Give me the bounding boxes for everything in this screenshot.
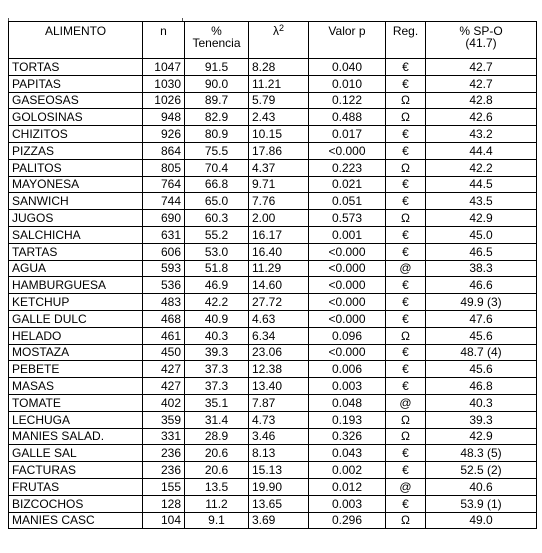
count-cell: 128 xyxy=(143,495,185,512)
count-cell: 450 xyxy=(143,344,185,361)
table-row xyxy=(9,126,537,143)
lambda-cell: 11.29 xyxy=(249,260,309,277)
header-alimento: ALIMENTO xyxy=(9,22,143,59)
sp-o-cell: 46.6 xyxy=(426,277,537,294)
sp-o-cell: 49.0 xyxy=(426,512,537,529)
food-name-cell: TARTAS xyxy=(9,243,143,260)
header-reg: Reg. xyxy=(386,22,426,59)
reg-symbol-cell: Ω xyxy=(386,411,426,428)
tenencia-cell: 31.4 xyxy=(185,411,249,428)
table-row xyxy=(9,478,537,495)
tenencia-cell: 28.9 xyxy=(185,428,249,445)
count-cell: 483 xyxy=(143,294,185,311)
table-row xyxy=(9,226,537,243)
table-row xyxy=(9,327,537,344)
food-name-cell: MANIES CASC xyxy=(9,512,143,529)
count-cell: 427 xyxy=(143,361,185,378)
food-name-cell: CHIZITOS xyxy=(9,126,143,143)
tenencia-cell: 60.3 xyxy=(185,210,249,227)
food-name-cell: JUGOS xyxy=(9,210,143,227)
header-lambda-squared: $\lambda^2$ xyxy=(249,22,309,59)
tenencia-cell: 90.0 xyxy=(185,75,249,92)
lambda-cell: 3.46 xyxy=(249,428,309,445)
food-name-cell: SANWICH xyxy=(9,193,143,210)
reg-symbol-cell: Ω xyxy=(386,159,426,176)
lambda-cell: 10.15 xyxy=(249,126,309,143)
p-value-cell: 0.010 xyxy=(309,75,386,92)
count-cell: 631 xyxy=(143,226,185,243)
lambda-cell: 13.40 xyxy=(249,378,309,395)
tenencia-cell: 89.7 xyxy=(185,92,249,109)
sp-o-cell: 39.3 xyxy=(426,411,537,428)
count-cell: 236 xyxy=(143,445,185,462)
reg-symbol-cell: @ xyxy=(386,478,426,495)
table-row xyxy=(9,294,537,311)
table-row xyxy=(9,277,537,294)
sp-o-cell: 45.6 xyxy=(426,327,537,344)
lambda-cell: 11.21 xyxy=(249,75,309,92)
tenencia-cell: 46.9 xyxy=(185,277,249,294)
p-value-cell: 0.003 xyxy=(309,378,386,395)
table-row xyxy=(9,495,537,512)
count-cell: 805 xyxy=(143,159,185,176)
sp-o-cell: 42.6 xyxy=(426,109,537,126)
food-name-cell: BIZCOCHOS xyxy=(9,495,143,512)
tenencia-cell: 37.3 xyxy=(185,378,249,395)
sp-o-cell: 44.5 xyxy=(426,176,537,193)
reg-symbol-cell: € xyxy=(386,226,426,243)
table-row xyxy=(9,75,537,92)
tenencia-cell: 20.6 xyxy=(185,462,249,479)
count-cell: 402 xyxy=(143,394,185,411)
lambda-cell: 2.43 xyxy=(249,109,309,126)
table-row xyxy=(9,445,537,462)
sp-o-cell: 45.6 xyxy=(426,361,537,378)
reg-symbol-cell: € xyxy=(386,445,426,462)
table-row xyxy=(9,462,537,479)
sp-o-cell: 40.3 xyxy=(426,394,537,411)
tenencia-cell: 13.5 xyxy=(185,478,249,495)
p-value-cell: 0.043 xyxy=(309,445,386,462)
count-cell: 1030 xyxy=(143,75,185,92)
lambda-cell: 4.37 xyxy=(249,159,309,176)
tenencia-cell: 37.3 xyxy=(185,361,249,378)
p-value-cell: 0.012 xyxy=(309,478,386,495)
table-row xyxy=(9,210,537,227)
sp-o-cell: 42.2 xyxy=(426,159,537,176)
header-sp-o: % SP-O (41.7) xyxy=(426,22,537,59)
sp-o-cell: 42.7 xyxy=(426,75,537,92)
p-value-cell: 0.096 xyxy=(309,327,386,344)
food-name-cell: TORTAS xyxy=(9,59,143,76)
tenencia-cell: 11.2 xyxy=(185,495,249,512)
reg-symbol-cell: € xyxy=(386,176,426,193)
p-value-cell: <0.000 xyxy=(309,294,386,311)
reg-symbol-cell: @ xyxy=(386,260,426,277)
lambda-cell: 16.40 xyxy=(249,243,309,260)
table-row xyxy=(9,92,537,109)
count-cell: 468 xyxy=(143,310,185,327)
food-name-cell: MAYONESA xyxy=(9,176,143,193)
food-name-cell: PAPITAS xyxy=(9,75,143,92)
food-name-cell: LECHUGA xyxy=(9,411,143,428)
p-value-cell: 0.326 xyxy=(309,428,386,445)
reg-symbol-cell: Ω xyxy=(386,512,426,529)
tenencia-cell: 70.4 xyxy=(185,159,249,176)
sp-o-cell: 48.3 (5) xyxy=(426,445,537,462)
header-n: n xyxy=(143,22,185,59)
sp-o-cell: 48.7 (4) xyxy=(426,344,537,361)
lambda-cell: 17.86 xyxy=(249,142,309,159)
p-value-cell: 0.488 xyxy=(309,109,386,126)
count-cell: 427 xyxy=(143,378,185,395)
sp-o-cell: 52.5 (2) xyxy=(426,462,537,479)
reg-symbol-cell: € xyxy=(386,495,426,512)
lambda-cell: 3.69 xyxy=(249,512,309,529)
reg-symbol-cell: € xyxy=(386,277,426,294)
food-name-cell: HAMBURGUESA xyxy=(9,277,143,294)
lambda-cell: 16.17 xyxy=(249,226,309,243)
food-name-cell: GASEOSAS xyxy=(9,92,143,109)
table-row xyxy=(9,310,537,327)
count-cell: 764 xyxy=(143,176,185,193)
table-row xyxy=(9,361,537,378)
lambda-cell: 2.00 xyxy=(249,210,309,227)
reg-symbol-cell: € xyxy=(386,243,426,260)
table-row xyxy=(9,109,537,126)
p-value-cell: <0.000 xyxy=(309,310,386,327)
sp-o-cell: 38.3 xyxy=(426,260,537,277)
sp-o-cell: 43.5 xyxy=(426,193,537,210)
table-row xyxy=(9,394,537,411)
p-value-cell: 0.001 xyxy=(309,226,386,243)
lambda-cell: 27.72 xyxy=(249,294,309,311)
table-body xyxy=(9,59,537,529)
lambda-cell: 7.76 xyxy=(249,193,309,210)
tenencia-cell: 91.5 xyxy=(185,59,249,76)
sp-o-cell: 49.9 (3) xyxy=(426,294,537,311)
food-name-cell: MASAS xyxy=(9,378,143,395)
count-cell: 155 xyxy=(143,478,185,495)
lambda-cell: 8.28 xyxy=(249,59,309,76)
header-valor-p: Valor p xyxy=(309,22,386,59)
tenencia-cell: 20.6 xyxy=(185,445,249,462)
reg-symbol-cell: Ω xyxy=(386,92,426,109)
count-cell: 331 xyxy=(143,428,185,445)
p-value-cell: 0.003 xyxy=(309,495,386,512)
sp-o-cell: 46.5 xyxy=(426,243,537,260)
count-cell: 926 xyxy=(143,126,185,143)
sp-o-cell: 46.8 xyxy=(426,378,537,395)
reg-symbol-cell: € xyxy=(386,126,426,143)
lambda-cell: 4.73 xyxy=(249,411,309,428)
table-row xyxy=(9,176,537,193)
lambda-cell: 12.38 xyxy=(249,361,309,378)
count-cell: 1047 xyxy=(143,59,185,76)
food-statistics-table xyxy=(8,21,537,529)
tenencia-cell: 65.0 xyxy=(185,193,249,210)
food-name-cell: TOMATE xyxy=(9,394,143,411)
tenencia-cell: 53.0 xyxy=(185,243,249,260)
count-cell: 461 xyxy=(143,327,185,344)
count-cell: 744 xyxy=(143,193,185,210)
tenencia-cell: 55.2 xyxy=(185,226,249,243)
p-value-cell: 0.193 xyxy=(309,411,386,428)
sp-o-cell: 44.4 xyxy=(426,142,537,159)
table-row xyxy=(9,378,537,395)
food-name-cell: AGUA xyxy=(9,260,143,277)
table-row xyxy=(9,59,537,76)
p-value-cell: 0.048 xyxy=(309,394,386,411)
lambda-cell: 13.65 xyxy=(249,495,309,512)
p-value-cell: 0.006 xyxy=(309,361,386,378)
lambda-cell: 14.60 xyxy=(249,277,309,294)
table-header-row xyxy=(9,22,537,59)
reg-symbol-cell: @ xyxy=(386,394,426,411)
tenencia-cell: 40.9 xyxy=(185,310,249,327)
p-value-cell: 0.002 xyxy=(309,462,386,479)
lambda-cell: 9.71 xyxy=(249,176,309,193)
lambda-cell: 8.13 xyxy=(249,445,309,462)
food-name-cell: MOSTAZA xyxy=(9,344,143,361)
lambda-cell: 7.87 xyxy=(249,394,309,411)
food-name-cell: SALCHICHA xyxy=(9,226,143,243)
lambda-cell: 15.13 xyxy=(249,462,309,479)
tenencia-cell: 39.3 xyxy=(185,344,249,361)
reg-symbol-cell: Ω xyxy=(386,210,426,227)
sp-o-cell: 42.7 xyxy=(426,59,537,76)
table-row xyxy=(9,159,537,176)
reg-symbol-cell: € xyxy=(386,59,426,76)
table-row xyxy=(9,344,537,361)
tenencia-cell: 51.8 xyxy=(185,260,249,277)
food-name-cell: PEBETE xyxy=(9,361,143,378)
table-row xyxy=(9,260,537,277)
p-value-cell: 0.223 xyxy=(309,159,386,176)
lambda-cell: 23.06 xyxy=(249,344,309,361)
food-name-cell: FACTURAS xyxy=(9,462,143,479)
lambda-cell: 4.63 xyxy=(249,310,309,327)
sp-o-cell: 53.9 (1) xyxy=(426,495,537,512)
table-row xyxy=(9,428,537,445)
food-name-cell: PALITOS xyxy=(9,159,143,176)
sp-o-cell: 42.9 xyxy=(426,210,537,227)
count-cell: 864 xyxy=(143,142,185,159)
p-value-cell: <0.000 xyxy=(309,243,386,260)
food-name-cell: GALLE DULC xyxy=(9,310,143,327)
food-name-cell: GOLOSINAS xyxy=(9,109,143,126)
reg-symbol-cell: € xyxy=(386,142,426,159)
reg-symbol-cell: Ω xyxy=(386,428,426,445)
p-value-cell: 0.021 xyxy=(309,176,386,193)
count-cell: 236 xyxy=(143,462,185,479)
food-name-cell: FRUTAS xyxy=(9,478,143,495)
reg-symbol-cell: Ω xyxy=(386,109,426,126)
reg-symbol-cell: € xyxy=(386,193,426,210)
lambda-cell: 6.34 xyxy=(249,327,309,344)
table-row xyxy=(9,193,537,210)
lambda-cell: 19.90 xyxy=(249,478,309,495)
sp-o-cell: 42.8 xyxy=(426,92,537,109)
p-value-cell: <0.000 xyxy=(309,260,386,277)
p-value-cell: 0.051 xyxy=(309,193,386,210)
p-value-cell: 0.573 xyxy=(309,210,386,227)
reg-symbol-cell: Ω xyxy=(386,327,426,344)
p-value-cell: <0.000 xyxy=(309,277,386,294)
reg-symbol-cell: € xyxy=(386,75,426,92)
tenencia-cell: 66.8 xyxy=(185,176,249,193)
p-value-cell: <0.000 xyxy=(309,344,386,361)
p-value-cell: 0.296 xyxy=(309,512,386,529)
reg-symbol-cell: € xyxy=(386,378,426,395)
food-name-cell: HELADO xyxy=(9,327,143,344)
count-cell: 536 xyxy=(143,277,185,294)
count-cell: 948 xyxy=(143,109,185,126)
food-name-cell: GALLE SAL xyxy=(9,445,143,462)
table-row xyxy=(9,142,537,159)
count-cell: 606 xyxy=(143,243,185,260)
tenencia-cell: 35.1 xyxy=(185,394,249,411)
sp-o-cell: 47.6 xyxy=(426,310,537,327)
tenencia-cell: 42.2 xyxy=(185,294,249,311)
p-value-cell: 0.017 xyxy=(309,126,386,143)
food-name-cell: PIZZAS xyxy=(9,142,143,159)
food-name-cell: MANIES SALAD. xyxy=(9,428,143,445)
p-value-cell: <0.000 xyxy=(309,142,386,159)
count-cell: 104 xyxy=(143,512,185,529)
reg-symbol-cell: € xyxy=(386,462,426,479)
count-cell: 593 xyxy=(143,260,185,277)
tenencia-cell: 82.9 xyxy=(185,109,249,126)
sp-o-cell: 40.6 xyxy=(426,478,537,495)
sp-o-cell: 45.0 xyxy=(426,226,537,243)
p-value-cell: 0.040 xyxy=(309,59,386,76)
sp-o-cell: 42.9 xyxy=(426,428,537,445)
header-tenencia: % Tenencia xyxy=(185,22,249,59)
reg-symbol-cell: € xyxy=(386,361,426,378)
tenencia-cell: 40.3 xyxy=(185,327,249,344)
tenencia-cell: 9.1 xyxy=(185,512,249,529)
lambda-cell: 5.79 xyxy=(249,92,309,109)
p-value-cell: 0.122 xyxy=(309,92,386,109)
reg-symbol-cell: € xyxy=(386,310,426,327)
reg-symbol-cell: € xyxy=(386,294,426,311)
table-row xyxy=(9,243,537,260)
count-cell: 1026 xyxy=(143,92,185,109)
sp-o-cell: 43.2 xyxy=(426,126,537,143)
count-cell: 359 xyxy=(143,411,185,428)
count-cell: 690 xyxy=(143,210,185,227)
table-row xyxy=(9,411,537,428)
table-row xyxy=(9,512,537,529)
reg-symbol-cell: € xyxy=(386,344,426,361)
tenencia-cell: 75.5 xyxy=(185,142,249,159)
food-name-cell: KETCHUP xyxy=(9,294,143,311)
tenencia-cell: 80.9 xyxy=(185,126,249,143)
